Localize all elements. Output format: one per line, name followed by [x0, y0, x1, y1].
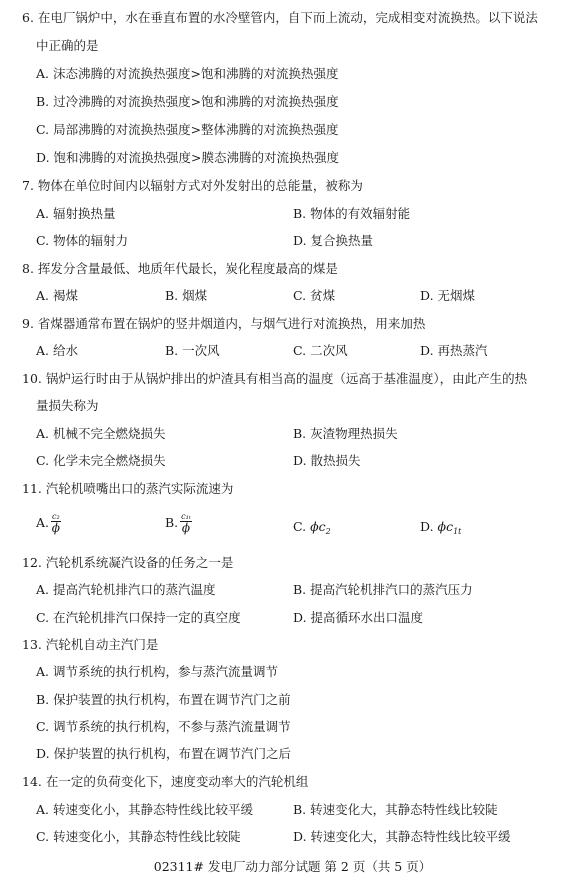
q11-option-b-denominator: ϕ [181, 521, 191, 535]
q7-option-c: C. 物体的辐射力 [36, 233, 129, 248]
q8-option-c: C. 贫煤 [293, 288, 336, 303]
q8-option-d: D. 无烟煤 [420, 288, 476, 303]
q8-option-a: A. 褐煤 [36, 288, 78, 303]
q10-stem-line1: 10. 锅炉运行时由于从锅炉排出的炉渣具有相当高的温度（远高于基准温度），由此产生的热 [22, 371, 528, 386]
q11-stem: 11. 汽轮机喷嘴出口的蒸汽实际流速为 [22, 481, 234, 496]
q11-option-c-expr: ϕc [310, 519, 326, 534]
q9-option-c: C. 二次风 [293, 343, 348, 358]
q14-option-d: D. 转速变化大，其静态特性线比较平缓 [293, 829, 511, 844]
q9-option-d: D. 再热蒸汽 [420, 343, 488, 358]
q12-option-c: C. 在汽轮机排汽口保持一定的真空度 [36, 610, 241, 625]
q9-option-b: B. 一次风 [165, 343, 220, 358]
q10-option-b: B. 灰渣物理热损失 [293, 426, 398, 441]
q9-option-a: A. 给水 [36, 343, 78, 358]
q11-option-d-expr: ϕc [437, 519, 454, 534]
q11-option-c-label: C. [293, 519, 307, 534]
q11-option-d-label: D. [420, 519, 434, 534]
q10-option-d: D. 散热损失 [293, 453, 361, 468]
q6-option-c: C. 局部沸腾的对流换热强度>整体沸腾的对流换热强度 [36, 122, 339, 137]
q11-option-a-fraction [51, 512, 61, 535]
q11-option-a [36, 512, 61, 535]
q6-option-b: B. 过冷沸腾的对流换热强度>饱和沸腾的对流换热强度 [36, 94, 339, 109]
q6-option-a: A. 沫态沸腾的对流换热强度>饱和沸腾的对流换热强度 [36, 66, 339, 81]
q14-option-c: C. 转速变化小，其静态特性线比较陡 [36, 829, 241, 844]
q6-stem-line2: 中正确的是 [36, 38, 99, 53]
q11-option-a-label: A. [36, 515, 50, 530]
q9-stem: 9. 省煤器通常布置在锅炉的竖井烟道内，与烟气进行对流换热，用来加热 [22, 316, 426, 331]
q10-option-a: A. 机械不完全燃烧损失 [36, 426, 166, 441]
q14-stem: 14. 在一定的负荷变化下，速度变动率大的汽轮机组 [22, 774, 309, 789]
q8-stem: 8. 挥发分含量最低、地质年代最长，炭化程度最高的煤是 [22, 261, 338, 276]
q6-option-d: D. 饱和沸腾的对流换热强度>膜态沸腾的对流换热强度 [36, 150, 339, 165]
q7-option-d: D. 复合换热量 [293, 233, 374, 248]
q11-option-b-label: B. [165, 515, 179, 530]
q13-option-d: D. 保护装置的执行机构，布置在调节汽门之后 [36, 746, 292, 761]
q11-option-c [293, 519, 331, 540]
q14-option-b: B. 转速变化大，其静态特性线比较陡 [293, 802, 498, 817]
q13-option-b: B. 保护装置的执行机构，布置在调节汽门之前 [36, 692, 291, 707]
q10-stem-line2: 量损失称为 [36, 398, 99, 413]
q8-option-b: B. 烟煤 [165, 288, 208, 303]
q7-stem: 7. 物体在单位时间内以辐射方式对外发射出的总能量，被称为 [22, 178, 363, 193]
q11-option-c-subscript: 2 [325, 527, 331, 536]
q12-stem: 12. 汽轮机系统凝汽设备的任务之一是 [22, 555, 234, 570]
q10-option-c: C. 化学未完全燃烧损失 [36, 453, 166, 468]
q7-option-b: B. 物体的有效辐射能 [293, 206, 411, 221]
q11-option-b-numerator: c₁ₜ [181, 512, 191, 521]
q11-option-a-numerator: c₂ [52, 512, 60, 521]
q13-option-c: C. 调节系统的执行机构，不参与蒸汽流量调节 [36, 719, 291, 734]
q12-option-b: B. 提高汽轮机排汽口的蒸汽压力 [293, 582, 473, 597]
q13-stem: 13. 汽轮机自动主汽门是 [22, 637, 159, 652]
q11-option-d [420, 519, 461, 540]
q13-option-a: A. 调节系统的执行机构，参与蒸汽流量调节 [36, 664, 278, 679]
q12-option-a: A. 提高汽轮机排汽口的蒸汽温度 [36, 582, 216, 597]
q11-option-b [165, 512, 192, 535]
page-footer: 02311# 发电厂动力部分试题 第 2 页（共 5 页） [153, 859, 432, 874]
q11-option-a-denominator: ϕ [51, 521, 60, 535]
q11-option-b-fraction [180, 512, 192, 535]
q7-option-a: A. 辐射换热量 [36, 206, 116, 221]
q12-option-d: D. 提高循环水出口温度 [293, 610, 424, 625]
q14-option-a: A. 转速变化小，其静态特性线比较平缓 [36, 802, 253, 817]
q6-stem-line1: 6. 在电厂锅炉中，水在垂直布置的水冷壁管内，自下而上流动，完成相变对流换热。以下说法 [22, 10, 538, 25]
q11-option-d-subscript: 1t [453, 527, 462, 536]
